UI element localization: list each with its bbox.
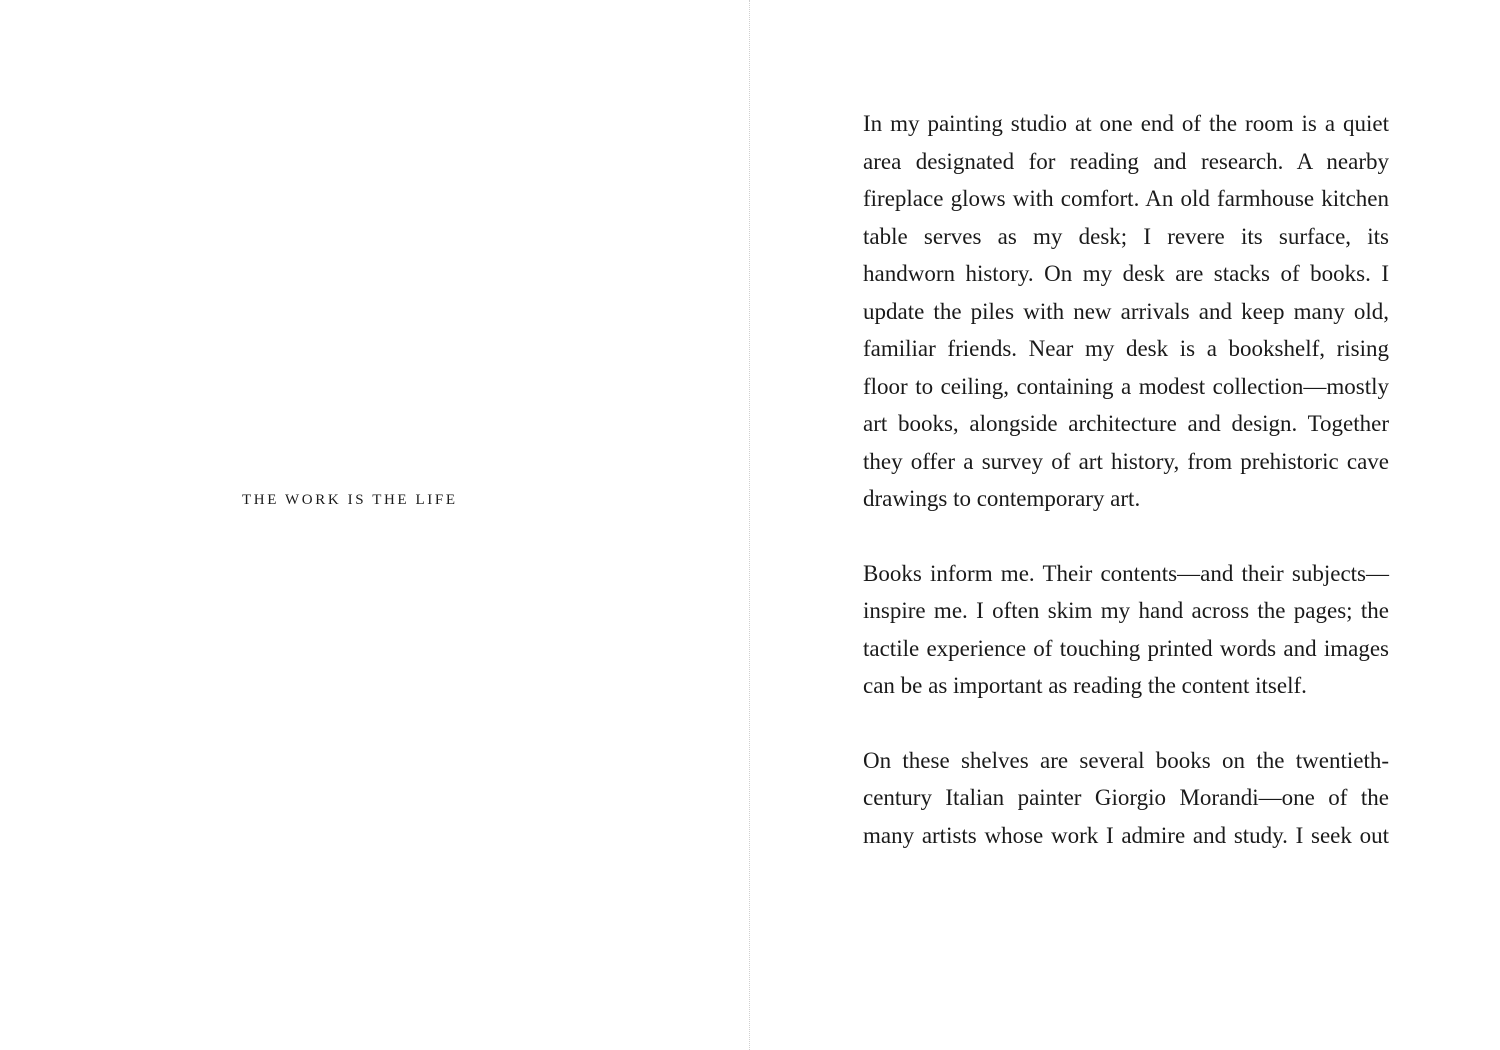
paragraph-1: In my painting studio at one end of the room is a quiet area designated for reading and research. A nearby fireplace glows with comfort. An old farmhouse kitchen table serves as my desk; I revere its surface, its handworn history. On my desk are stacks of books. I update the piles with new arrivals and keep many old, familiar friends. Near my desk is a bookshelf, rising floor to ceiling, containing a modest collection—mostly art books, alongside architecture and design. Together they offer a survey of art history, from prehistoric cave drawings to contemporary art. — [863, 111, 1389, 511]
paragraph-2: Books inform me. Their contents—and their subjects—inspire me. I often skim my hand across the pages; the tactile experience of touching printed words and images can be as important as reading the content itself. — [863, 560, 1389, 698]
body-text — [863, 105, 1389, 891]
paragraph-3: On these shelves are several books on the twentieth-century Italian painter Giorgio Morandi—one of the many artists whose work I admire and study. I seek out — [863, 747, 1389, 848]
chapter-title: THE WORK IS THE LIFE — [242, 492, 458, 508]
page-gutter — [749, 0, 750, 1050]
right-page — [751, 0, 1500, 1050]
